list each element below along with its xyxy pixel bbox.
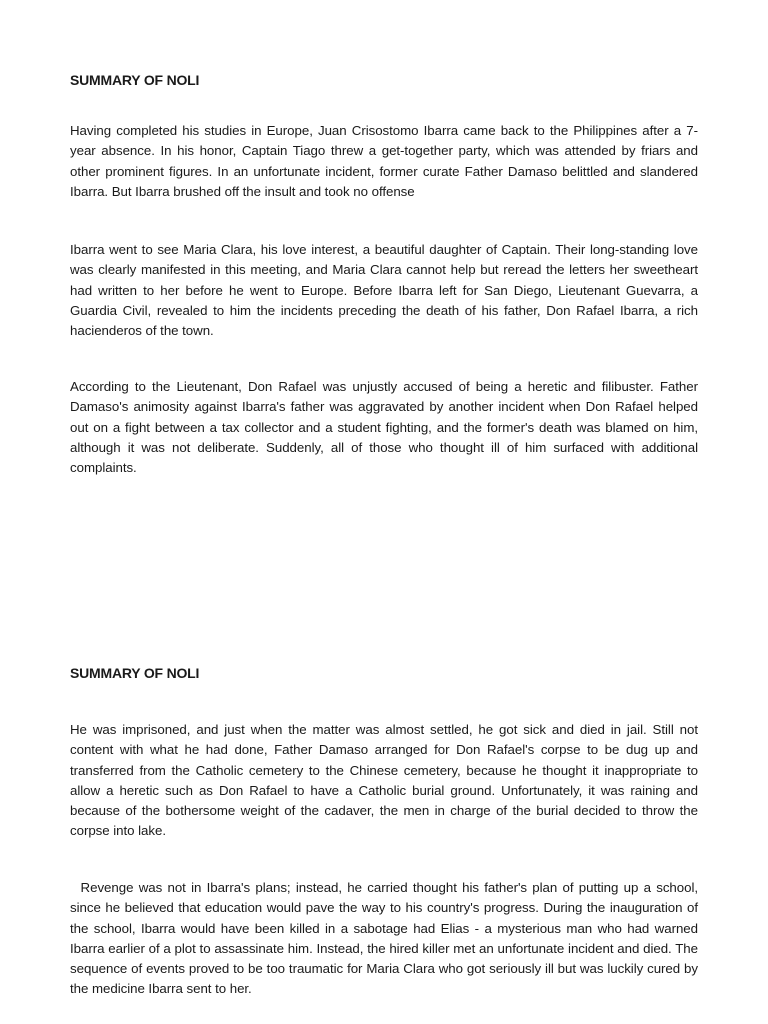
section-1-paragraph-2: Ibarra went to see Maria Clara, his love interest, a beautiful daughter of Captain. Their long-standing love was clearly manifested in this meeting, and Maria Clara cannot help but reread the letters her sweetheart had written to her before he went to Europe. Before Ibarra left for San Diego, Lieutenant Guevarra, a Guardia Civil, revealed to him the incidents preceding the death of his father, Don Rafael Ibarra, a rich hacienderos of the town.	[70, 242, 698, 339]
section-2-title: SUMMARY OF NOLI	[70, 665, 200, 681]
section-1-paragraph-3: According to the Lieutenant, Don Rafael was unjustly accused of being a heretic and filibuster. Father Damaso's animosity against Ibarra's father was aggravated by another incident when Don Rafael helped out on a fight between a tax collector and a student fighting, and the former's death was blamed on him, although it was not deliberate. Suddenly, all of those who thought ill of him surfaced with additional complaints.	[70, 379, 698, 476]
section-1-paragraph-1: Having completed his studies in Europe, Juan Crisostomo Ibarra came back to the Philippines after a 7-year absence. In his honor, Captain Tiago threw a get-together party, which was attended by friars and other prominent figures. In an unfortunate incident, former curate Father Damaso belittled and slandered Ibarra. But Ibarra brushed off the insult and took no offense	[70, 123, 698, 199]
section-1-title: SUMMARY OF NOLI	[70, 72, 200, 88]
section-2-paragraph-1: He was imprisoned, and just when the matter was almost settled, he got sick and died in jail. Still not content with what he had done, Father Damaso arranged for Don Rafael's corpse to be dug up and transferred from the Catholic cemetery to the Chinese cemetery, because he thought it inappropriate to allow a heretic such as Don Rafael to have a Catholic burial ground. Unfortunately, it was raining and because of the bothersome weight of the cadaver, the men in charge of the burial decided to throw the corpse into lake.	[70, 722, 698, 839]
section-2-paragraph-2: Revenge was not in Ibarra's plans; instead, he carried thought his father's plan of putting up a school, since he believed that education would pave the way to his country's progress. During the inauguration of the school, Ibarra would have been killed in a sabotage had Elias - a mysterious man who had warned Ibarra earlier of a plot to assassinate him. Instead, the hired killer met an unfortunate incident and died. The sequence of events proved to be too traumatic for Maria Clara who got seriously ill but was luckily cured by the medicine Ibarra sent to her.	[70, 880, 698, 997]
